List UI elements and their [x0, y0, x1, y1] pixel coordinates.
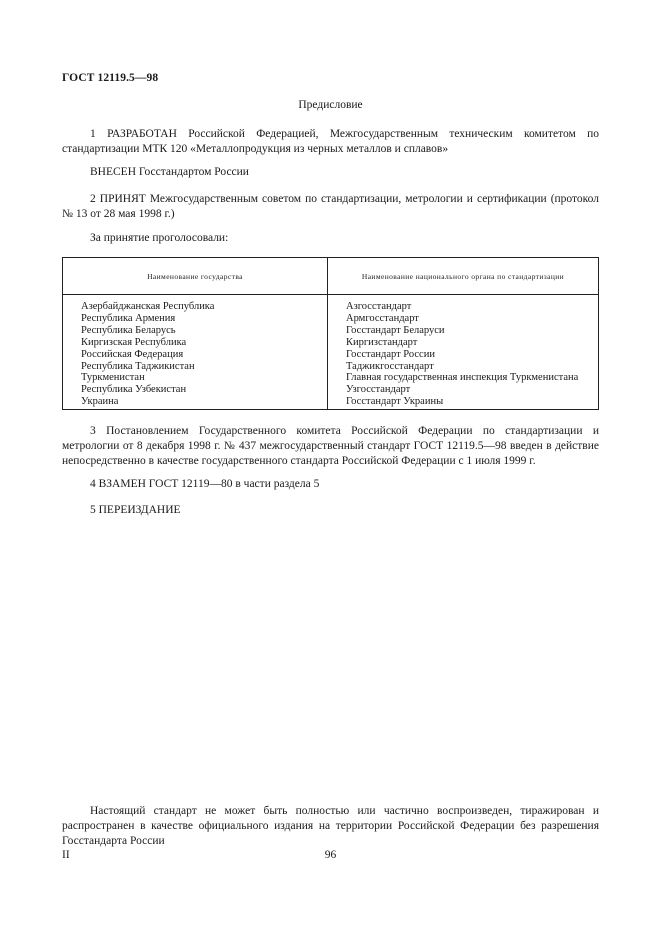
states-column: [63, 295, 328, 410]
table-header-state: Наименование государства: [63, 258, 328, 295]
standards-body-name: Главная государственная инспекция Туркменистана: [346, 372, 579, 384]
state-name: Украина: [81, 396, 119, 408]
standards-body-name: Таджикгосстандарт: [346, 360, 434, 372]
copyright-notice: Настоящий стандарт не может быть полностью или частично воспроизведен, тиражирован и распространен в качестве официального издания на территории Российской Федерации без разрешения Госстандарта России: [62, 805, 599, 847]
paragraph-developed: 1 РАЗРАБОТАН Российской Федерацией, Межгосударственным техническим комитетом по стандартизации МТК 120 «Металлопродукция из черных металлов и сплавов»: [62, 128, 599, 155]
roman-page-number: II: [62, 849, 70, 861]
standards-body-name: Госстандарт России: [346, 348, 435, 360]
state-name: Киргизская Республика: [81, 336, 187, 348]
state-name: Республика Узбекистан: [81, 384, 187, 396]
paragraph-adopted: 2 ПРИНЯТ Межгосударственным советом по стандартизации, метрологии и сертификации (протокол № 13 от 28 мая 1998 г.): [62, 193, 599, 220]
state-name: Республика Таджикистан: [81, 360, 195, 372]
standards-body-name: Киргизстандарт: [346, 336, 418, 348]
paragraph-enacted: 3 Постановлением Государственного комитета Российской Федерации по стандартизации и метрологии от 8 декабря 1998 г. № 437 межгосударственный стандарт ГОСТ 12119.5—98 введен в действие непосредственно в качестве государственного стандарта Российской Федерации с 1 июля 1999 г.: [62, 425, 599, 467]
table-row: [63, 295, 599, 410]
standards-body-name: Госстандарт Украины: [346, 396, 444, 408]
state-name: Республика Армения: [81, 312, 176, 324]
state-name: Республика Беларусь: [81, 324, 176, 336]
document-id: ГОСТ 12119.5—98: [62, 72, 159, 84]
standards-body-name: Азгосстандарт: [346, 301, 412, 312]
standards-body-name: Армгосстандарт: [346, 312, 419, 324]
table-header-row: [63, 258, 599, 295]
bodies-column: [328, 295, 599, 410]
paragraph-replaces: 4 ВЗАМЕН ГОСТ 12119—80 в части раздела 5: [90, 478, 320, 490]
state-name: Российская Федерация: [81, 348, 184, 360]
table-header-body: Наименование национального органа по стандартизации: [328, 258, 599, 295]
standards-body-name: Узгосстандарт: [346, 384, 411, 396]
paragraph-voted: За принятие проголосовали:: [90, 232, 229, 244]
state-name: Туркменистан: [81, 372, 145, 384]
state-name: Азербайджанская Республика: [81, 301, 215, 312]
page-number: 96: [324, 849, 337, 861]
section-title: Предисловие: [298, 99, 363, 111]
paragraph-introduced: ВНЕСЕН Госстандартом России: [90, 166, 249, 178]
paragraph-reissue: 5 ПЕРЕИЗДАНИЕ: [90, 504, 181, 516]
voting-table: [62, 257, 599, 410]
standards-body-name: Госстандарт Беларуси: [346, 324, 445, 336]
